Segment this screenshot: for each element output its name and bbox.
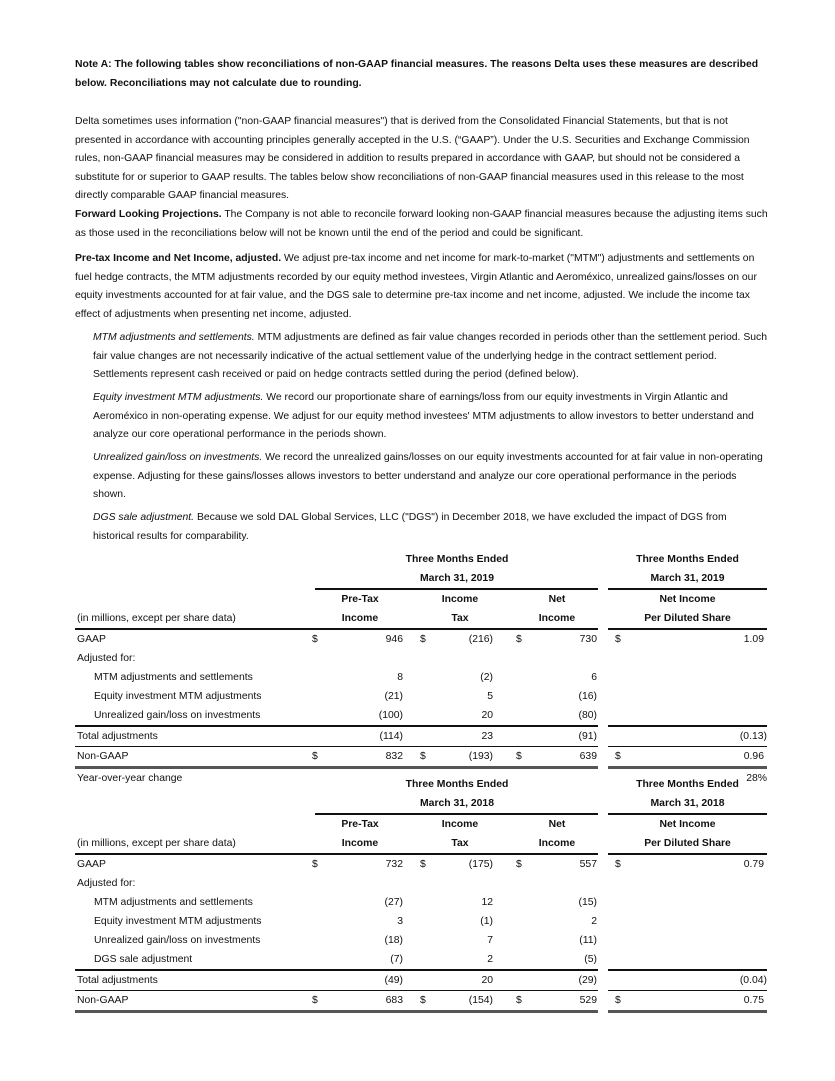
definition-equity-mtm <box>93 389 770 445</box>
row-label: DGS sale adjustment <box>94 954 193 965</box>
table-row-adjustment <box>75 950 767 969</box>
tax-value: (193) <box>468 751 493 762</box>
pretax-section-title: Pre-tax Income and Net Income, adjusted. <box>75 253 282 264</box>
eps-group-header-period: Three Months Ended <box>636 779 739 790</box>
eps-value: 0.96 <box>743 751 764 762</box>
col-header-tax: Income <box>441 594 479 605</box>
col-header-eps: Per Diluted Share <box>644 613 731 624</box>
table-row-adjustment <box>75 706 767 725</box>
col-header-net: Net <box>548 594 566 605</box>
eps-value: 0.75 <box>743 995 764 1006</box>
table-row-total-adjustments <box>75 971 767 990</box>
table-row-adjustment <box>75 893 767 912</box>
row-label: GAAP <box>77 859 106 870</box>
pretax-section-text: We adjust pre-tax income and net income for mark-to-market ("MTM") adjustments and settlements on fuel hedge contracts, the MTM adjustments recorded by our equity method investees, Virgin Atlantic and Aeroméxico, unrealized gains/losses on our equity investments accounted for at fair value, and the DGS sale to determine pre-tax income and net income, adjusted. We include the income tax effect of adjustments when presenting net income, adjusted. <box>75 253 757 320</box>
pretax-value: 8 <box>397 672 403 683</box>
currency-symbol: $ <box>312 995 318 1006</box>
tax-value: 20 <box>481 710 493 721</box>
net-value: (91) <box>578 731 597 742</box>
row-label: Unrealized gain/loss on investments <box>94 935 261 946</box>
tax-value: 20 <box>481 975 493 986</box>
table-row-gaap <box>75 855 767 874</box>
currency-symbol: $ <box>516 751 522 762</box>
row-label: MTM adjustments and settlements <box>94 672 253 683</box>
eps-group-header-period: Three Months Ended <box>636 554 739 565</box>
pretax-value: 683 <box>385 995 403 1006</box>
definition-term: Unrealized gain/loss on investments. <box>93 452 263 463</box>
row-label: Adjusted for: <box>77 878 136 889</box>
table-row-adjustment <box>75 687 767 706</box>
row-label: Adjusted for: <box>77 653 136 664</box>
col-header-tax: Income <box>441 819 479 830</box>
currency-symbol: $ <box>420 995 426 1006</box>
pretax-value: (114) <box>379 731 403 742</box>
definition-text: Because we sold DAL Global Services, LLC ("DGS") in December 2018, we have excluded the impact of DGS from historical results for comparability. <box>93 512 727 542</box>
col-header-pretax: Income <box>341 613 379 624</box>
row-label: Year-over-year change <box>77 773 183 784</box>
net-value: (29) <box>578 975 597 986</box>
note-a-body: Delta sometimes uses information ("non-GAAP financial measures") that is derived from the Consolidated Financial Statements, but that is not presented in accordance with accounting principles generally accepted in the U.S. (“GAAP”). Under the U.S. Securities and Exchange Commission rules, non-GAAP financial measures may be considered in addition to results prepared in accordance with GAAP, but should not be considered a substitute for or superior to GAAP results. The tables below show reconciliations of non-GAAP financial measures used in this release to the most directly comparable GAAP financial measures. <box>75 116 750 201</box>
row-label: GAAP <box>77 634 106 645</box>
note-a-heading: Note A: The following tables show reconciliations of non-GAAP financial measures. The reasons Delta uses these measures are described below. Reconciliations may not calculate due to rounding. <box>75 59 759 89</box>
col-header-net: Income <box>538 838 576 849</box>
net-value: 639 <box>579 751 597 762</box>
group-header-date: March 31, 2019 <box>420 573 494 584</box>
forward-looking-text: The Company is not able to reconcile forward looking non-GAAP financial measures because the adjusting items such as those used in the reconciliations below will not be known until the end of the period and could be significant. <box>75 209 768 239</box>
pretax-value: 3 <box>397 916 403 927</box>
net-value: (11) <box>579 935 597 946</box>
eps-value: (0.04) <box>739 975 767 986</box>
eps-value: 0.79 <box>743 859 764 870</box>
definition-unrealized <box>93 449 770 505</box>
table-row-non-gaap <box>75 991 767 1010</box>
col-header-pretax: Pre-Tax <box>341 594 379 605</box>
currency-symbol: $ <box>516 859 522 870</box>
net-value: (15) <box>578 897 597 908</box>
tax-value: (175) <box>468 859 493 870</box>
tax-value: 7 <box>487 935 493 946</box>
tax-value: (1) <box>480 916 493 927</box>
tax-value: 23 <box>481 731 493 742</box>
row-label: MTM adjustments and settlements <box>94 897 253 908</box>
pretax-section-paragraph <box>75 250 770 324</box>
definition-text: We record the unrealized gains/losses on our equity investments accounted for at fair value in non-operating expense. Adjusting for these gains/losses allows investors to better understand and analyze our core operational performance in the periods shown. <box>93 452 763 500</box>
currency-symbol: $ <box>615 859 621 870</box>
table-row-adjusted-for <box>75 649 767 668</box>
group-header-date: March 31, 2018 <box>420 798 494 809</box>
row-label: Equity investment MTM adjustments <box>94 691 262 702</box>
definition-mtm <box>93 329 770 385</box>
definition-dgs <box>93 509 770 546</box>
forward-looking-title: Forward Looking Projections. <box>75 209 222 220</box>
currency-symbol: $ <box>516 634 522 645</box>
currency-symbol: $ <box>615 634 621 645</box>
tax-value: 12 <box>481 897 493 908</box>
net-value: (16) <box>578 691 597 702</box>
eps-group-header-date: March 31, 2018 <box>650 798 725 809</box>
currency-symbol: $ <box>420 751 426 762</box>
definition-term: MTM adjustments and settlements. <box>93 332 255 343</box>
pretax-value: (18) <box>384 935 403 946</box>
col-header-net: Income <box>538 613 576 624</box>
definition-text: We record our proportionate share of earnings/loss from our equity investments in Virgin Atlantic and Aeroméxico in non-operating expense. We adjust for our equity method investees' MTM adjustments to allow investors to better understand and analyze our core operational performance in the periods shown. <box>93 392 754 440</box>
col-header-eps: Per Diluted Share <box>644 838 731 849</box>
double-rule <box>608 1010 767 1013</box>
group-header-period: Three Months Ended <box>405 554 509 565</box>
definition-text: MTM adjustments are defined as fair value changes recorded in periods other than the settlement period. Such fair value changes are not necessarily indicative of the actual settlement value of the underlying hedge in the contract settlement period. Settlements represent cash received or paid on hedge contracts settled during the period (defined below). <box>93 332 768 380</box>
eps-value: 1.09 <box>743 634 764 645</box>
table-row-adjusted-for <box>75 874 767 893</box>
col-header-eps: Net Income <box>659 594 716 605</box>
net-value: 557 <box>579 859 597 870</box>
col-header-pretax: Pre-Tax <box>341 819 379 830</box>
currency-symbol: $ <box>420 859 426 870</box>
tax-value: 5 <box>487 691 493 702</box>
net-value: 2 <box>591 916 597 927</box>
table-row-adjustment <box>75 912 767 931</box>
row-label: Equity investment MTM adjustments <box>94 916 262 927</box>
currency-symbol: $ <box>516 995 522 1006</box>
currency-symbol: $ <box>615 995 621 1006</box>
col-header-net: Net <box>548 819 566 830</box>
double-rule <box>75 1010 598 1013</box>
net-value: (5) <box>584 954 597 965</box>
table-row-adjustment <box>75 931 767 950</box>
tax-value: (216) <box>468 634 493 645</box>
net-value: 529 <box>579 995 597 1006</box>
eps-group-header-date: March 31, 2019 <box>650 573 725 584</box>
eps-value: (0.13) <box>739 731 767 742</box>
pretax-value: (27) <box>384 897 403 908</box>
definition-term: DGS sale adjustment. <box>93 512 195 523</box>
col-header-pretax: Income <box>341 838 379 849</box>
currency-symbol: $ <box>615 751 621 762</box>
yoy-value: 28% <box>746 773 767 784</box>
currency-symbol: $ <box>312 859 318 870</box>
col-header-tax: Tax <box>451 838 469 849</box>
forward-looking-paragraph <box>75 206 770 243</box>
row-label: Total adjustments <box>77 975 158 986</box>
row-label: Non-GAAP <box>77 995 129 1006</box>
tax-value: 2 <box>487 954 493 965</box>
table-row-total-adjustments <box>75 727 767 746</box>
unit-label: (in millions, except per share data) <box>77 613 236 624</box>
net-value: 6 <box>591 672 597 683</box>
definition-term: Equity investment MTM adjustments. <box>93 392 264 403</box>
col-header-tax: Tax <box>451 613 469 624</box>
pretax-value: 732 <box>385 859 403 870</box>
pretax-value: (49) <box>384 975 403 986</box>
table-row-adjustment <box>75 668 767 687</box>
col-header-eps: Net Income <box>659 819 716 830</box>
net-value: (80) <box>578 710 597 721</box>
tax-value: (154) <box>468 995 493 1006</box>
row-label: Unrealized gain/loss on investments <box>94 710 261 721</box>
pretax-value: 832 <box>385 751 403 762</box>
group-header-period: Three Months Ended <box>405 779 509 790</box>
pretax-value: (7) <box>390 954 403 965</box>
pretax-value: 946 <box>385 634 403 645</box>
currency-symbol: $ <box>420 634 426 645</box>
currency-symbol: $ <box>312 634 318 645</box>
row-label: Total adjustments <box>77 731 158 742</box>
table-row-gaap <box>75 630 767 649</box>
table-row-non-gaap <box>75 747 767 766</box>
net-value: 730 <box>579 634 597 645</box>
row-label: Non-GAAP <box>77 751 129 762</box>
tax-value: (2) <box>480 672 493 683</box>
unit-label: (in millions, except per share data) <box>77 838 236 849</box>
pretax-value: (21) <box>384 691 403 702</box>
pretax-value: (100) <box>378 710 403 721</box>
currency-symbol: $ <box>312 751 318 762</box>
